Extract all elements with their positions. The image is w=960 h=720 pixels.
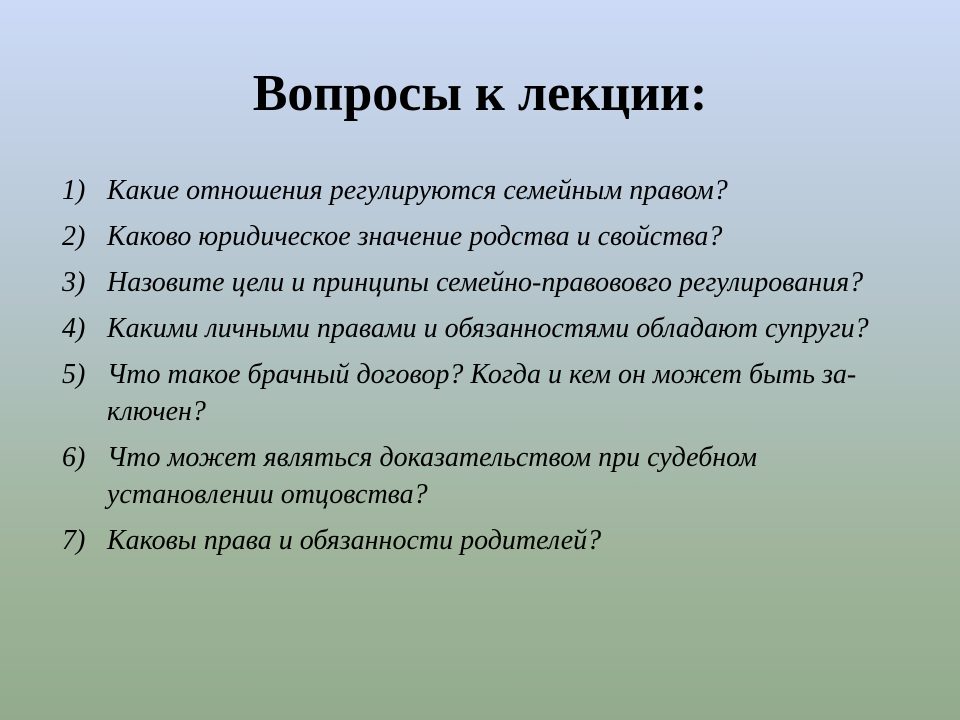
list-item — [62, 439, 902, 513]
list-item — [62, 264, 902, 301]
list-item-number: 4) — [62, 313, 86, 344]
list-item-text: Каково юридическое значение родства и свойства? — [107, 221, 723, 252]
list-item-text: Назовите цели и принципы семейно-правововго регулирования? — [107, 267, 864, 298]
list-item — [62, 522, 902, 559]
list-item-number: 5) — [62, 359, 86, 390]
list-item-text: Что такое брачный договор? Когда и кем он может быть за-ключен? — [107, 359, 857, 427]
list-item — [62, 356, 902, 430]
list-item-text: Что может являться доказательством при судебном установлении отцовства? — [107, 442, 757, 510]
list-item — [62, 218, 902, 255]
list-item-number: 6) — [62, 442, 86, 473]
list-item-number: 3) — [62, 267, 86, 298]
list-item-number: 7) — [62, 525, 86, 556]
list-item-text: Какими личными правами и обязанностями обладают супруги? — [107, 313, 869, 344]
list-item-number: 2) — [62, 221, 86, 252]
list-item — [62, 172, 902, 209]
list-item — [62, 310, 902, 347]
list-item-text: Каковы права и обязанности родителей? — [107, 525, 602, 556]
list-item-text: Какие отношения регулируются семейным правом? — [107, 175, 728, 206]
slide-title: Вопросы к лекции: — [252, 65, 708, 122]
question-list — [62, 172, 902, 568]
list-item-number: 1) — [62, 175, 86, 206]
